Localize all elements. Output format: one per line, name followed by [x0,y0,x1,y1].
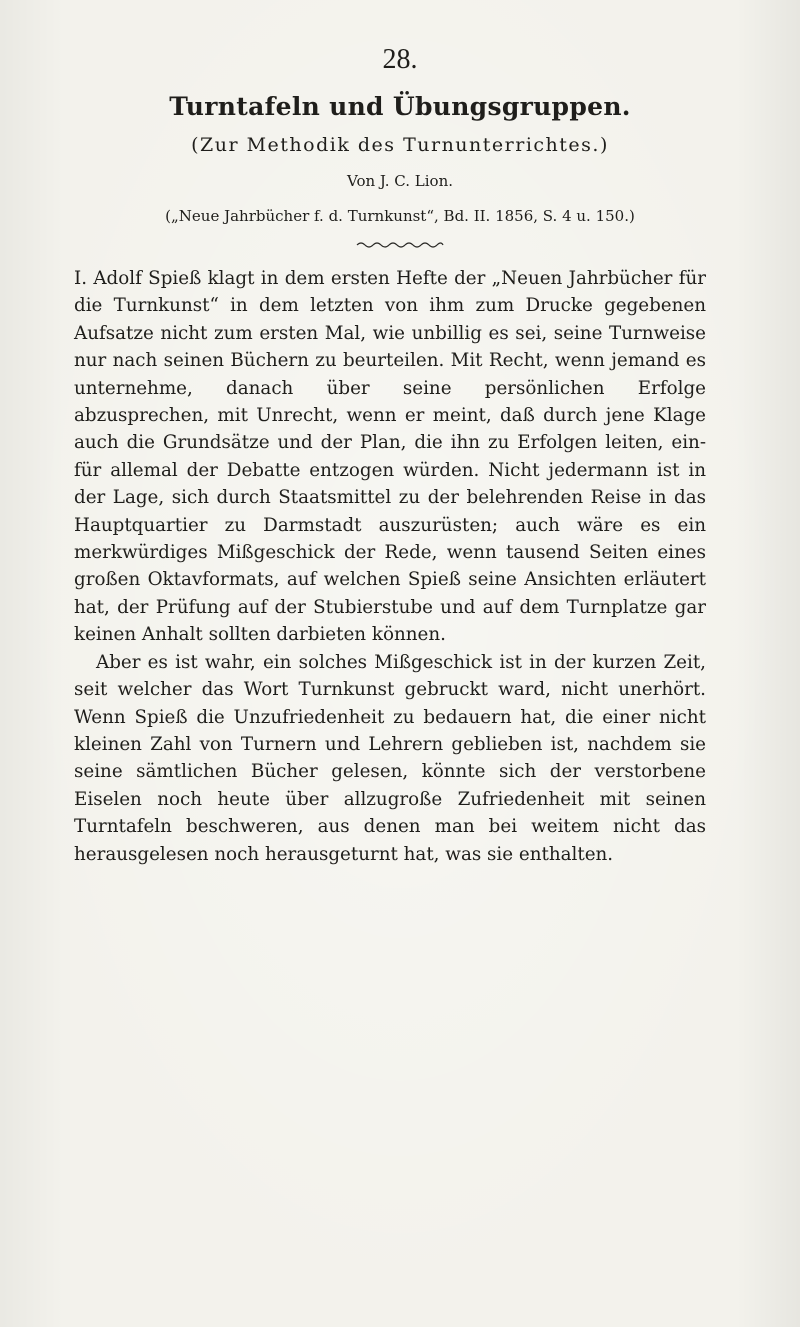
article-subtitle: (Zur Methodik des Turnunterrichtes.) [191,134,609,156]
source-citation: („Neue Jahrbücher f. d. Turnkunst“, Bd. II. 1856, S. 4 u. 150.) [165,207,635,225]
wave-divider-ornament [355,240,445,250]
paragraph-2: Aber es ist wahr, ein solches Mißgeschick ist in der kurzen Zeit, seit welcher das Wort Turnkunst gebruckt ward, nicht unerhört. Wenn Spieß die Unzufriedenheit zu bedauern hat, die einer nicht kleinen Zahl von Turnern und Lehrern geblieben ist, nachdem sie seine sämtlichen Bücher gelesen, könnte sich der verstorbene Eiselen noch heute über allzugroße Zufriedenheit mit seinen Turntafeln beschweren, aus denen man bei weitem nicht das herausgelesen noch herausgeturnt hat, was sie enthalten. [74,651,706,865]
page-number: 28. [382,44,418,75]
article-author: Von J. C. Lion. [347,172,453,190]
article-title: Turntafeln und Übungsgruppen. [169,92,631,121]
paragraph-1: I. Adolf Spieß klagt in dem ersten Hefte der „Neuen Jahrbücher für die Turnkunst“ in dem letzten von ihm zum Drucke gegebenen Aufsatze nicht zum ersten Mal, wie unbillig es sei, seine Turnweise nur nach seinen Büchern zu beurteilen. Mit Recht, wenn jemand es unternehme, danach über seine persönlichen Erfolge abzusprechen, mit Unrecht, wenn er meint, daß durch jene Klage auch die Grundsätze und der Plan, die ihn zu Erfolgen leiten, ein- für allemal der Debatte entzogen würden. Nicht jedermann ist in der Lage, sich durch Staatsmittel zu der belehrenden Reise in das Hauptquartier zu Darmstadt auszurüsten; auch wäre es ein merkwürdiges Mißgeschick der Rede, wenn tausend Seiten eines großen Oktavformats, auf welchen Spieß seine Ansichten erläutert hat, der Prüfung auf der Stubierstube und auf dem Turnplatze gar keinen Anhalt sollten darbieten können. [74,268,706,646]
article-body [74,265,706,868]
